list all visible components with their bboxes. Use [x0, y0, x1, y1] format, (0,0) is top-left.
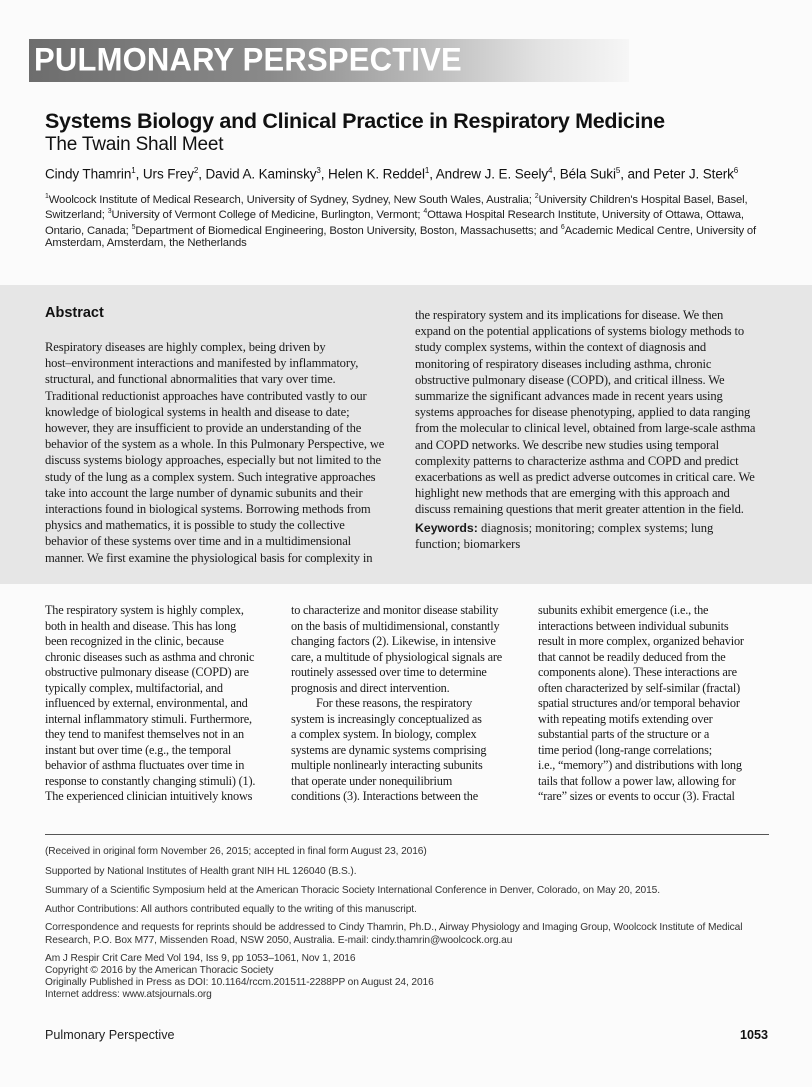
author: Cindy Thamrin: [45, 166, 132, 182]
body-line: that operate under nonequilibrium: [291, 773, 453, 788]
affiliation: University Children's Hospital Basel, Basel, Switzerland;: [45, 193, 748, 222]
body-line: components alone). These interactions are: [538, 665, 737, 679]
abstract-line: discuss remaining questions that merit greater attention in the field.: [415, 502, 744, 517]
body-line: interactions between individual subunits: [538, 618, 729, 633]
author-affil-sup: 4: [548, 166, 553, 175]
internet-note: Internet address: www.atsjournals.org: [45, 989, 212, 1000]
abstract-line: highlight new methods that are emerging with this approach and: [415, 486, 730, 501]
body-column-3: [538, 603, 774, 805]
body-line: behavior of asthma fluctuates over time in: [45, 758, 245, 772]
abstract-line: exacerbations as well as predict adverse outcomes in critical care. We: [415, 470, 755, 485]
footnote-divider: [45, 834, 769, 835]
page-number: 1053: [739, 1028, 768, 1042]
separator: ,: [198, 166, 206, 182]
body-line: on the basis of multidimensional, constantly: [291, 618, 500, 633]
abstract-line: and COPD networks. We describe new studies using temporal: [415, 437, 719, 452]
body-line: instant but over time (e.g., the temporal: [45, 742, 232, 757]
body-line: that cannot be readily deduced from the: [538, 649, 726, 664]
abstract-line: host–environment interactions and manifested by inflammatory,: [45, 356, 359, 371]
abstract-left-column: [45, 339, 405, 566]
author-affil-sup: 3: [316, 166, 321, 175]
body-line: prognosis and direct intervention.: [291, 680, 450, 695]
body-line: with repeating motifs extending over: [538, 711, 713, 726]
body-line: influenced by external, environmental, and: [45, 696, 248, 710]
citation-note: Am J Respir Crit Care Med Vol 194, Iss 9, pp 1053–1061, Nov 1, 2016: [45, 953, 356, 964]
author: Andrew J. E. Seely: [435, 166, 549, 182]
body-line: both in health and disease. This has long: [45, 618, 237, 633]
body-line: multiple nonlinearly interacting subunits: [291, 758, 483, 772]
affiliation: Department of Biomedical Engineering, Boston University, Boston, Massachusetts; and: [135, 224, 561, 237]
affil-sup: 1: [45, 193, 49, 200]
affil-sup: 2: [534, 193, 539, 200]
section-banner: PULMONARY PERSPECTIVE: [34, 41, 462, 78]
author-affil-sup: 1: [424, 166, 430, 175]
abstract-line: structural, and functional abnormalities that vary over time.: [45, 372, 336, 387]
body-column-1: [45, 603, 281, 805]
abstract-line: monitoring of respiratory diseases including asthma, chronic: [415, 356, 712, 371]
affiliation: Academic Medical Centre, University of Amsterdam, Amsterdam, the Netherlands: [45, 224, 757, 249]
abstract-line: knowledge of biological systems in health and disease to date;: [45, 404, 350, 419]
separator: , and: [620, 166, 654, 182]
abstract-line: Respiratory diseases are highly complex, being driven by: [45, 340, 326, 354]
author: David A. Kaminsky: [205, 166, 317, 182]
abstract-line: behavior of the system as a whole. In this Pulmonary Perspective, we: [45, 437, 385, 452]
abstract-line: study of the lung as a complex system. Such integrative approaches: [45, 469, 376, 484]
affiliation: Ottawa Hospital Research Institute, University of Ottawa, Ottawa, Ontario, Canada;: [45, 209, 744, 237]
body-line: obstructive pulmonary disease (COPD) are: [45, 665, 249, 679]
body-line: they tend to manifest themselves not in an: [45, 727, 244, 741]
abstract-right-column: [415, 307, 775, 518]
body-line: i.e., “memory”) and distributions with long: [538, 758, 742, 772]
body-line: typically complex, multifactorial, and: [45, 680, 223, 695]
body-line: For these reasons, the respiratory: [316, 696, 473, 710]
separator: ,: [552, 166, 560, 182]
footer-section-name: Pulmonary Perspective: [45, 1028, 175, 1042]
author: Urs Frey: [142, 166, 194, 182]
abstract-line: complexity patterns to characterize asthma and COPD and predict: [415, 453, 739, 468]
abstract-line: summarize the significant advances made in recent years using: [415, 389, 723, 404]
body-line: spatial structures and/or temporal behavior: [538, 696, 740, 710]
author-list: [45, 162, 738, 184]
affil-sup: 3: [107, 208, 112, 216]
copyright-note: Copyright © 2016 by the American Thoracic Society: [45, 965, 274, 976]
abstract-line: from the molecular to clinical level, obtained from large-scale asthma: [415, 421, 756, 436]
keywords-text: diagnosis; monitoring; complex systems; lung: [477, 521, 714, 535]
abstract-line: study complex systems, within the context of diagnosis and: [415, 340, 707, 355]
abstract-line: manner. We first examine the physiological basis for complexity in: [45, 550, 373, 565]
body-column-2: [291, 603, 527, 805]
contributions-note: Author Contributions: All authors contributed equally to the writing of this manuscript.: [45, 904, 417, 915]
abstract-line: systems approaches for disease phenotyping, applied to data ranging: [415, 405, 751, 420]
body-line: a complex system. In biology, complex: [291, 727, 477, 741]
affil-sup: 4: [423, 208, 428, 216]
author-affil-sup: 5: [615, 166, 621, 175]
abstract-line: interactions found in biological systems. Borrowing methods from: [45, 502, 371, 517]
author-affil-sup: 6: [733, 166, 739, 175]
separator: ,: [429, 166, 436, 182]
separator: ,: [135, 166, 143, 182]
abstract-line: take into account the large number of dynamic subunits and their: [45, 485, 363, 500]
author: Helen K. Reddel: [328, 166, 425, 182]
body-line: changing factors (2). Likewise, in intensive: [291, 634, 496, 648]
body-line: often characterized by self-similar (fractal): [538, 680, 740, 695]
affiliation: University of Vermont College of Medicine, Burlington, Vermont;: [111, 209, 424, 222]
abstract-line: behavior of these systems over time and in a multidimensional: [45, 534, 351, 549]
support-note: Supported by National Institutes of Health grant NIH HL 126040 (B.S.).: [45, 866, 357, 877]
abstract-heading: Abstract: [45, 305, 104, 321]
correspondence-note: Correspondence and requests for reprints should be addressed to Cindy Thamrin, Ph.D., Airway Physiology and Imaging Group, Woolcock Institute of Medical Research, P.O. Box M77, Missenden Road, NSW 2050, Australia. E-mail: cindy.thamrin@woolcock.org.au: [45, 922, 743, 946]
body-line: “rare” sizes or events to occur (3). Fractal: [538, 789, 735, 803]
abstract-line: discuss systems biology approaches, especially but not limited to the: [45, 453, 381, 468]
affiliations: [45, 191, 775, 249]
abstract-line: Traditional reductionist approaches have contributed vastly to our: [45, 388, 367, 403]
body-line: The respiratory system is highly complex,: [45, 603, 244, 617]
body-line: care, a multitude of physiological signals are: [291, 649, 503, 664]
article-subtitle: The Twain Shall Meet: [45, 134, 224, 155]
article-title: Systems Biology and Clinical Practice in Respiratory Medicine: [45, 109, 665, 133]
body-line: time period (long-range correlations;: [538, 742, 712, 757]
abstract-line: expand on the potential applications of systems biology methods to: [415, 324, 745, 339]
author: Peter J. Sterk: [653, 166, 734, 182]
body-line: subunits exhibit emergence (i.e., the: [538, 603, 709, 617]
author-affil-sup: 2: [193, 166, 199, 175]
abstract-line: however, they are insufficient to provide an understanding of the: [45, 421, 362, 436]
body-line: result in more complex, organized behavior: [538, 634, 744, 648]
body-line: tails that follow a power law, allowing for: [538, 773, 736, 788]
affil-sup: 5: [131, 223, 136, 231]
keywords-label: Keywords:: [415, 521, 478, 535]
keywords: [415, 520, 775, 552]
body-line: routinely assessed over time to determine: [291, 665, 487, 679]
affil-sup: 6: [560, 223, 565, 231]
received-note: (Received in original form November 26, 2015; accepted in final form August 23, 2016): [45, 846, 427, 857]
body-line: to characterize and monitor disease stability: [291, 603, 499, 617]
body-line: chronic diseases such as asthma and chronic: [45, 649, 255, 664]
separator: ,: [320, 166, 329, 182]
doi-note: Originally Published in Press as DOI: 10.1164/rccm.201511-2288PP on August 24, 2016: [45, 977, 434, 988]
body-line: system is increasingly conceptualized as: [291, 711, 482, 726]
body-line: substantial parts of the structure or a: [538, 727, 710, 741]
abstract-line: the respiratory system and its implications for disease. We then: [415, 308, 724, 322]
summary-note: Summary of a Scientific Symposium held at the American Thoracic Society International Conference in Denver, Colorado, on May 20, 2015.: [45, 885, 660, 896]
author-affil-sup: 1: [131, 166, 136, 175]
body-line: conditions (3). Interactions between the: [291, 789, 478, 803]
body-line: systems are dynamic systems comprising: [291, 742, 487, 757]
affiliation: Woolcock Institute of Medical Research, University of Sydney, Sydney, New South Wales, Australia;: [48, 193, 535, 206]
abstract-line: physics and mathematics, it is possible to study the collective: [45, 518, 345, 533]
abstract-line: obstructive pulmonary disease (COPD), and critical illness. We: [415, 372, 725, 387]
body-line: been recognized in the clinic, because: [45, 634, 224, 648]
keywords-text: function; biomarkers: [415, 537, 521, 552]
body-line: internal inflammatory stimuli. Furthermore,: [45, 711, 252, 726]
body-line: response to constantly changing stimuli) (1).: [45, 773, 256, 788]
body-line: The experienced clinician intuitively knows: [45, 789, 253, 803]
author: Béla Suki: [559, 166, 616, 182]
